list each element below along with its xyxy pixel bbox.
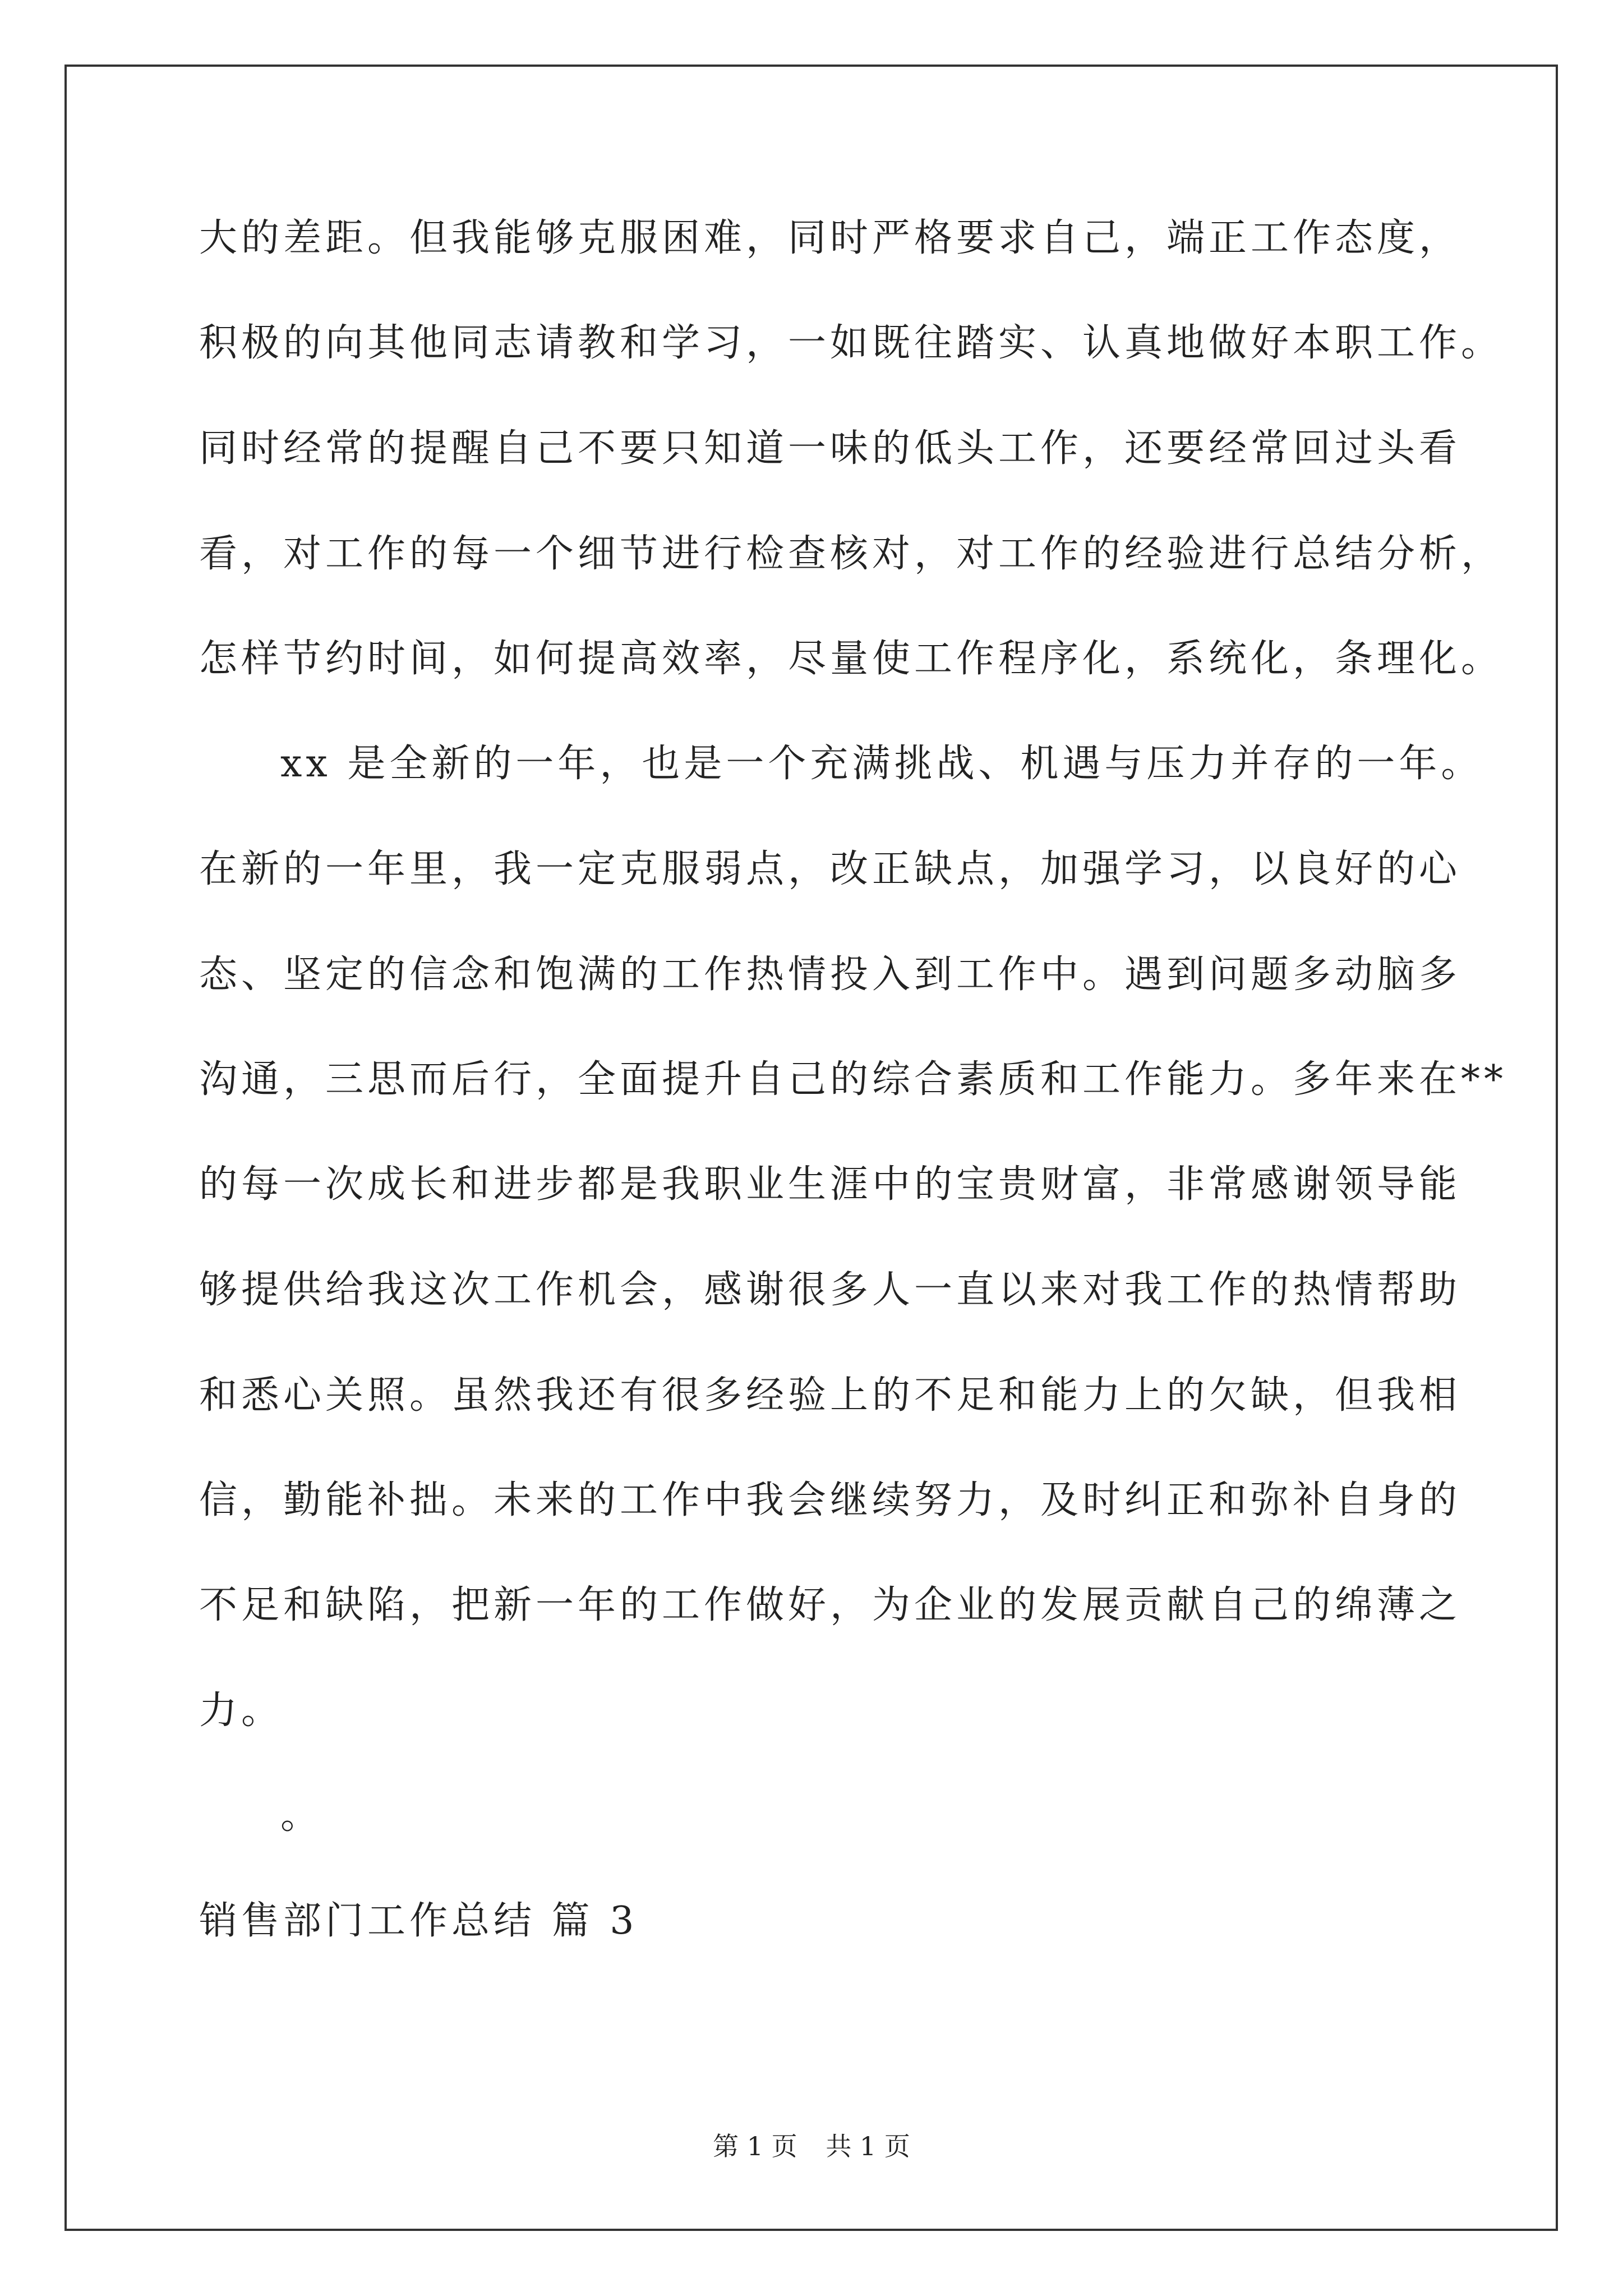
text-line: 大的差距。但我能够克服困难，同时严格要求自己，端正工作态度， bbox=[199, 216, 1461, 260]
text-line: 信，勤能补拙。未来的工作中我会继续努力，及时纠正和弥补自身的 bbox=[199, 1478, 1461, 1522]
text-line: 。 bbox=[280, 1793, 323, 1838]
text-line: 积极的向其他同志请教和学习，一如既往踏实、认真地做好本职工作。 bbox=[199, 321, 1504, 365]
text-line: 够提供给我这次工作机会，感谢很多人一直以来对我工作的热情帮助 bbox=[199, 1268, 1461, 1312]
text-line: 和悉心关照。虽然我还有很多经验上的不足和能力上的欠缺，但我相 bbox=[199, 1373, 1461, 1418]
text-line: 的每一次成长和进步都是我职业生涯中的宝贵财富，非常感谢领导能 bbox=[199, 1162, 1461, 1207]
text-line: 态、坚定的信念和饱满的工作热情投入到工作中。遇到问题多动脑多 bbox=[199, 953, 1461, 997]
section-heading: 销售部门工作总结 篇 3 bbox=[199, 1899, 638, 1943]
text-line: 同时经常的提醒自己不要只知道一味的低头工作，还要经常回过头看 bbox=[199, 426, 1461, 471]
page-footer bbox=[0, 2126, 1623, 2163]
text-line: 力。 bbox=[199, 1688, 284, 1733]
text-line: 看，对工作的每一个细节进行检查核对，对工作的经验进行总结分析， bbox=[199, 532, 1504, 576]
text-line: 沟通，三思而后行，全面提升自己的综合素质和工作能力。多年来在** bbox=[199, 1057, 1507, 1102]
text-line: 怎样节约时间，如何提高效率，尽量使工作程序化，系统化，条理化。 bbox=[199, 637, 1504, 681]
page-total: 共 1 页 bbox=[826, 2131, 910, 2161]
text-line: 不足和缺陷，把新一年的工作做好，为企业的发展贡献自己的绵薄之 bbox=[199, 1583, 1461, 1627]
paragraph-start-line: xx 是全新的一年，也是一个充满挑战、机遇与压力并存的一年。 bbox=[280, 742, 1483, 786]
page-number: 第 1 页 bbox=[713, 2131, 797, 2161]
text-line: 在新的一年里，我一定克服弱点，改正缺点，加强学习，以良好的心 bbox=[199, 847, 1461, 891]
